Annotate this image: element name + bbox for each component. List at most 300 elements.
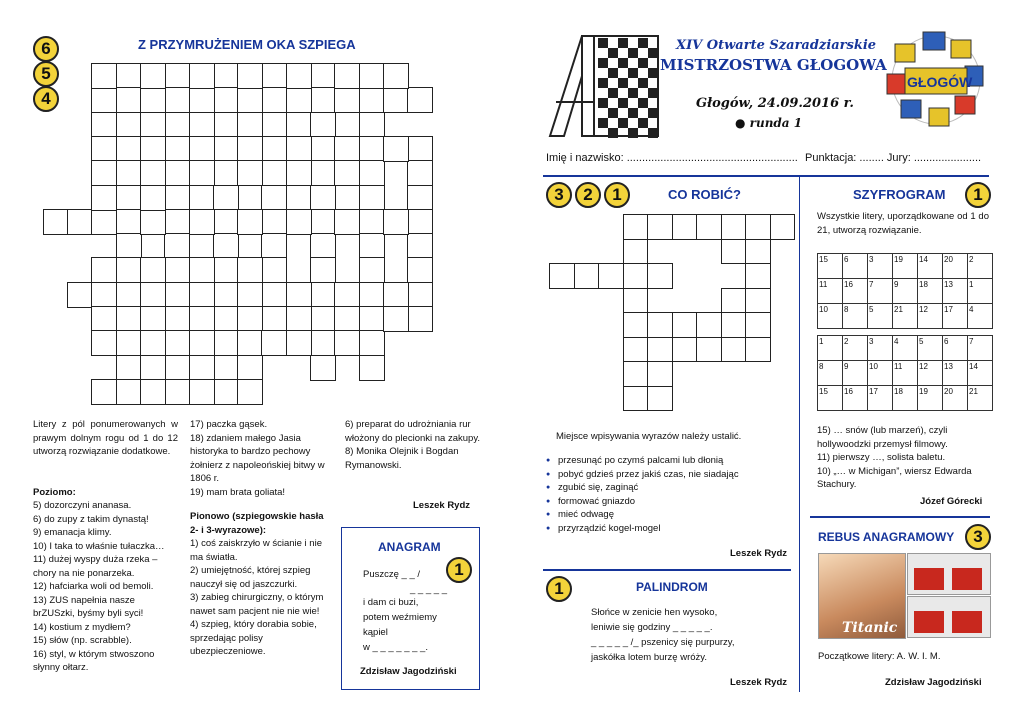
crossword-cell[interactable] bbox=[67, 282, 93, 308]
crossword-cell[interactable] bbox=[310, 233, 336, 259]
szyfrogram-cell[interactable]: 3 bbox=[868, 254, 893, 279]
crossword-cell[interactable] bbox=[261, 257, 287, 283]
clue-item: 9) emanacja klimy. bbox=[33, 527, 112, 538]
szyfrogram-badge: 1 bbox=[965, 182, 991, 208]
clue-item: 3) zabieg chirurgiczny, o którym nawet sam pacjent nie nie wie! bbox=[190, 592, 324, 617]
crossword-signature: Leszek Rydz bbox=[413, 500, 471, 511]
crossword-cell[interactable] bbox=[310, 257, 336, 283]
crossword-cell[interactable] bbox=[164, 112, 190, 138]
co-robic-cell[interactable] bbox=[696, 337, 722, 363]
co-robic-cell[interactable] bbox=[598, 263, 624, 289]
szyfrogram-cell[interactable]: 18 bbox=[918, 279, 943, 304]
crossword-cell[interactable] bbox=[359, 306, 385, 332]
crossword-cell[interactable] bbox=[116, 355, 142, 381]
szyfrogram-cell[interactable]: 10 bbox=[818, 304, 843, 329]
crossword-cell[interactable] bbox=[91, 136, 117, 162]
crossword-cell[interactable] bbox=[91, 185, 117, 211]
crossword-cell[interactable] bbox=[261, 136, 287, 162]
crossword-cell[interactable] bbox=[237, 160, 263, 186]
crossword-cell[interactable] bbox=[91, 160, 117, 186]
szyfrogram-cell[interactable]: 8 bbox=[843, 304, 868, 329]
co-robic-cell[interactable] bbox=[623, 337, 649, 363]
crossword-cell[interactable] bbox=[359, 112, 385, 138]
co-signature: Leszek Rydz bbox=[730, 548, 788, 559]
crossword-cell[interactable] bbox=[91, 257, 117, 283]
szyfrogram-cell[interactable]: 19 bbox=[918, 386, 943, 411]
co-robic-cell[interactable] bbox=[549, 263, 575, 289]
crossword-cell[interactable] bbox=[359, 330, 385, 356]
crossword-cell[interactable] bbox=[383, 209, 409, 235]
co-robic-cell[interactable] bbox=[623, 361, 649, 387]
szyfrogram-cell[interactable]: 4 bbox=[968, 304, 993, 329]
crossword-cell[interactable] bbox=[189, 209, 215, 235]
crossword-cell[interactable] bbox=[359, 160, 385, 186]
crossword-cell[interactable] bbox=[91, 209, 117, 235]
crossword-cell[interactable] bbox=[213, 87, 239, 113]
crossword-cell[interactable] bbox=[116, 160, 142, 186]
column-divider bbox=[799, 176, 800, 692]
szyfrogram-cell[interactable]: 16 bbox=[843, 279, 868, 304]
crossword-cell[interactable] bbox=[140, 306, 166, 332]
crossword-cell[interactable] bbox=[237, 282, 263, 308]
co-title: CO ROBIĆ? bbox=[668, 187, 741, 202]
crossword-cell[interactable] bbox=[310, 87, 336, 113]
crossword-cell[interactable] bbox=[407, 209, 433, 235]
crossword-cell[interactable] bbox=[164, 209, 190, 235]
szyfrogram-cell[interactable]: 2 bbox=[968, 254, 993, 279]
crossword-cell[interactable] bbox=[91, 87, 117, 113]
crossword-cell[interactable] bbox=[310, 209, 336, 235]
co-robic-cell[interactable] bbox=[672, 312, 698, 338]
crossword-cell[interactable] bbox=[334, 160, 360, 186]
crossword-cell[interactable] bbox=[189, 136, 215, 162]
crossword-cell[interactable] bbox=[164, 355, 190, 381]
clue-item: 15) … snów (lub marzeń), czyli hollywoodzki przemysł filmowy. bbox=[817, 425, 948, 450]
szyfrogram-cell[interactable]: 12 bbox=[918, 304, 943, 329]
crossword-cell[interactable] bbox=[407, 87, 433, 113]
crossword-cell[interactable] bbox=[237, 330, 263, 356]
crossword-cell[interactable] bbox=[286, 160, 312, 186]
co-robic-cell[interactable] bbox=[623, 239, 649, 265]
palindrom-line-3: _ _ _ _ _ /_ pszenicy się purpurzy, bbox=[591, 637, 735, 648]
szyfrogram-cell[interactable]: 12 bbox=[918, 361, 943, 386]
anagram-title: ANAGRAM bbox=[378, 540, 441, 554]
crossword-cell[interactable] bbox=[407, 233, 433, 259]
clue-item: 16) styl, w którym stwoszono słynny ołtarz. bbox=[33, 648, 155, 673]
event-date: Głogów, 24.09.2016 r. bbox=[696, 96, 854, 111]
crossword-cell[interactable] bbox=[116, 257, 142, 283]
anagram-line-6: w _ _ _ _ _ _ _. bbox=[363, 642, 428, 653]
szyfrogram-cell[interactable]: 17 bbox=[868, 386, 893, 411]
palindrom-signature: Leszek Rydz bbox=[730, 677, 788, 688]
crossword-cell[interactable] bbox=[359, 63, 385, 89]
header-rule bbox=[543, 175, 989, 177]
crossword-cell[interactable] bbox=[164, 379, 190, 405]
co-robic-cell[interactable] bbox=[623, 288, 649, 314]
rebus-image-firestation-1 bbox=[907, 553, 991, 595]
crossword-cell[interactable] bbox=[67, 209, 93, 235]
co-robic-cell[interactable] bbox=[623, 263, 649, 289]
crossword-cell[interactable] bbox=[140, 136, 166, 162]
crossword-cell[interactable] bbox=[140, 355, 166, 381]
co-badge-1: 1 bbox=[604, 182, 630, 208]
clue-item: ● przesunąć po czymś palcami lub dłonią bbox=[546, 454, 786, 468]
szyfrogram-cell[interactable]: 6 bbox=[843, 254, 868, 279]
szyfrogram-cell[interactable]: 19 bbox=[893, 254, 918, 279]
crossword-cell[interactable] bbox=[286, 87, 312, 113]
crossword-cell[interactable] bbox=[164, 282, 190, 308]
crossword-cell[interactable] bbox=[334, 87, 360, 113]
crossword-cell[interactable] bbox=[407, 306, 433, 332]
crossword-cell[interactable] bbox=[261, 87, 287, 113]
crossword-cell[interactable] bbox=[116, 233, 142, 259]
szyfrogram-cell[interactable]: 21 bbox=[893, 304, 918, 329]
crossword-cell[interactable] bbox=[334, 330, 360, 356]
co-robic-cell[interactable] bbox=[574, 263, 600, 289]
anagram-line-4: potem weźmiemy bbox=[363, 612, 437, 623]
crossword-cell[interactable] bbox=[407, 185, 433, 211]
crossword-cell[interactable] bbox=[140, 257, 166, 283]
crossword-cell[interactable] bbox=[286, 282, 312, 308]
clue-item: 10) „… w Michigan”, wiersz Edwarda Stachury. bbox=[817, 465, 972, 490]
crossword-cell[interactable] bbox=[116, 306, 142, 332]
co-robic-cell[interactable] bbox=[623, 386, 649, 412]
szyfrogram-cell[interactable]: 16 bbox=[843, 386, 868, 411]
crossword-cell[interactable] bbox=[237, 379, 263, 405]
crossword-cell[interactable] bbox=[140, 379, 166, 405]
crossword-cell[interactable] bbox=[213, 355, 239, 381]
clue-item: 2) umiejętność, której szpieg nauczył się od jaszczurki. bbox=[190, 565, 311, 590]
crossword-cell[interactable] bbox=[359, 257, 385, 283]
szyfrogram-cell[interactable]: 15 bbox=[818, 386, 843, 411]
crossword-cell[interactable] bbox=[359, 209, 385, 235]
co-robic-cell[interactable] bbox=[623, 312, 649, 338]
crossword-cell[interactable] bbox=[310, 63, 336, 89]
crossword-cell[interactable] bbox=[237, 136, 263, 162]
szyfrogram-cell[interactable]: 11 bbox=[893, 361, 918, 386]
szyfrogram-cell[interactable]: 13 bbox=[943, 361, 968, 386]
szyfrogram-cell[interactable]: 7 bbox=[868, 279, 893, 304]
crossword-cell[interactable] bbox=[310, 355, 336, 381]
rebus-image-firestation-2 bbox=[907, 596, 991, 638]
crossword-cell[interactable] bbox=[407, 136, 433, 162]
crossword-cell[interactable] bbox=[91, 379, 117, 405]
crossword-cell[interactable] bbox=[407, 257, 433, 283]
clue-item: 11) pierwszy …, solista baletu. bbox=[817, 452, 946, 463]
crossword-cell[interactable] bbox=[213, 257, 239, 283]
crossword-cell[interactable] bbox=[116, 282, 142, 308]
crossword-cell[interactable] bbox=[116, 185, 142, 211]
crossword-cell[interactable] bbox=[286, 209, 312, 235]
co-robic-cell[interactable] bbox=[647, 312, 673, 338]
crossword-cell[interactable] bbox=[261, 282, 287, 308]
crossword-cell[interactable] bbox=[164, 306, 190, 332]
crossword-cell[interactable] bbox=[213, 233, 239, 259]
crossword-cell[interactable] bbox=[91, 330, 117, 356]
event-round: ● runda 1 bbox=[735, 116, 803, 130]
crossword-cell[interactable] bbox=[286, 63, 312, 89]
clue-item: 19) mam brata goliata! bbox=[190, 486, 286, 498]
crossword-cell[interactable] bbox=[189, 379, 215, 405]
crossword-cell[interactable] bbox=[213, 306, 239, 332]
crossword-cell[interactable] bbox=[164, 160, 190, 186]
crossword-cell[interactable] bbox=[286, 330, 312, 356]
crossword-cell[interactable] bbox=[310, 306, 336, 332]
szyfrogram-cell[interactable]: 6 bbox=[943, 336, 968, 361]
crossword-cell[interactable] bbox=[261, 112, 287, 138]
szyfrogram-rule bbox=[810, 516, 990, 518]
szyfrogram-cell[interactable]: 10 bbox=[868, 361, 893, 386]
crossword-cell[interactable] bbox=[140, 63, 166, 89]
co-robic-cell[interactable] bbox=[672, 214, 698, 240]
crossword-cell[interactable] bbox=[334, 306, 360, 332]
crossword-cell[interactable] bbox=[310, 185, 336, 211]
crossword-cell[interactable] bbox=[213, 63, 239, 89]
crossword-cell[interactable] bbox=[237, 87, 263, 113]
crossword-cell[interactable] bbox=[261, 185, 287, 211]
crossword-cell[interactable] bbox=[189, 160, 215, 186]
crossword-cell[interactable] bbox=[189, 282, 215, 308]
crossword-cell[interactable] bbox=[140, 160, 166, 186]
clue-item: 1) coś zaiskrzyło w ścianie i nie ma światła. bbox=[190, 538, 322, 563]
clue-item: 12) hafciarka woli od bemoli. bbox=[33, 581, 154, 592]
co-robic-cell[interactable] bbox=[721, 337, 747, 363]
clue-item: 18) zdaniem małego Jasia historyka to bardzo pechowy żołnierz z napoleońskiej bitwy w 1806 r. bbox=[190, 432, 325, 484]
crossword-cell[interactable] bbox=[43, 209, 69, 235]
anagram-line-2: _ _ _ _ _ bbox=[410, 584, 447, 595]
crossword-cell[interactable] bbox=[140, 282, 166, 308]
co-robic-cell[interactable] bbox=[745, 337, 771, 363]
poziomo-clues bbox=[33, 499, 178, 675]
crossword-cell[interactable] bbox=[261, 209, 287, 235]
crossword-cell[interactable] bbox=[383, 87, 409, 113]
clue-item: 13) ZUS napełnia nasze brZUSzki, byśmy byli syci! bbox=[33, 594, 144, 619]
crossword-cell[interactable] bbox=[164, 136, 190, 162]
co-robic-cell[interactable] bbox=[647, 386, 673, 412]
crossword-cell[interactable] bbox=[286, 306, 312, 332]
crossword-cell[interactable] bbox=[213, 112, 239, 138]
crossword-cell[interactable] bbox=[359, 136, 385, 162]
szyfrogram-cell[interactable]: 18 bbox=[893, 386, 918, 411]
co-robic-cell[interactable] bbox=[721, 214, 747, 240]
clue-item: 5) dozorczyni ananasa. bbox=[33, 500, 132, 511]
crossword-cell[interactable] bbox=[213, 209, 239, 235]
co-robic-cell[interactable] bbox=[647, 337, 673, 363]
clue-item: 15) słów (np. scrabble). bbox=[33, 635, 132, 646]
difficulty-badge-5: 5 bbox=[33, 61, 59, 87]
szyfrogram-cell[interactable]: 1 bbox=[818, 336, 843, 361]
crossword-cell[interactable] bbox=[164, 330, 190, 356]
pionowo-clues-cont bbox=[345, 418, 485, 472]
crossword-cell[interactable] bbox=[116, 63, 142, 89]
crossword-cell[interactable] bbox=[164, 233, 190, 259]
crossword-cell[interactable] bbox=[359, 87, 385, 113]
crossword-cell[interactable] bbox=[261, 306, 287, 332]
crossword-cell[interactable] bbox=[91, 63, 117, 89]
szyfrogram-cell[interactable]: 20 bbox=[943, 254, 968, 279]
crossword-cell[interactable] bbox=[261, 160, 287, 186]
crossword-cell[interactable] bbox=[237, 209, 263, 235]
poziomo-clues-cont bbox=[190, 418, 330, 499]
palindrom-line-2: leniwie się godziny _ _ _ _ _. bbox=[591, 622, 713, 633]
crossword-cell[interactable] bbox=[334, 209, 360, 235]
crossword-cell[interactable] bbox=[237, 257, 263, 283]
rebus-title: REBUS ANAGRAMOWY bbox=[818, 530, 955, 544]
crossword-cell[interactable] bbox=[334, 63, 360, 89]
szyfrogram-cell[interactable]: 14 bbox=[918, 254, 943, 279]
crossword-cell[interactable] bbox=[213, 330, 239, 356]
szyfrogram-cell[interactable]: 1 bbox=[968, 279, 993, 304]
crossword-cell[interactable] bbox=[164, 185, 190, 211]
crossword-cell[interactable] bbox=[140, 330, 166, 356]
co-robic-cell[interactable] bbox=[696, 312, 722, 338]
szyfrogram-cell[interactable]: 11 bbox=[818, 279, 843, 304]
clue-item: 17) paczka gąsek. bbox=[190, 419, 268, 430]
crossword-cell[interactable] bbox=[310, 282, 336, 308]
crossword-cell[interactable] bbox=[286, 136, 312, 162]
szyfrogram-grid-1 bbox=[817, 253, 993, 329]
co-robic-cell[interactable] bbox=[623, 214, 649, 240]
crossword-cell[interactable] bbox=[140, 185, 166, 211]
crossword-cell[interactable] bbox=[213, 282, 239, 308]
crossword-cell[interactable] bbox=[164, 87, 190, 113]
co-robic-cell[interactable] bbox=[696, 214, 722, 240]
crossword-cell[interactable] bbox=[237, 306, 263, 332]
co-robic-cell[interactable] bbox=[647, 263, 673, 289]
szyfrogram-cell[interactable]: 14 bbox=[968, 361, 993, 386]
anagram-line-3: i dam ci buzi, bbox=[363, 597, 419, 608]
crossword-cell[interactable] bbox=[310, 330, 336, 356]
szyfrogram-cell[interactable]: 21 bbox=[968, 386, 993, 411]
crossword-cell[interactable] bbox=[164, 257, 190, 283]
clue-item: ● pobyć gdzieś przez jakiś czas, nie siadając bbox=[546, 468, 786, 482]
crossword-cell[interactable] bbox=[189, 63, 215, 89]
crossword-cell[interactable] bbox=[189, 257, 215, 283]
crossword-cell[interactable] bbox=[383, 63, 409, 89]
palindrom-line-1: Słońce w zenicie hen wysoko, bbox=[591, 607, 718, 618]
co-robic-cell[interactable] bbox=[647, 361, 673, 387]
co-robic-cell[interactable] bbox=[745, 288, 771, 314]
co-robic-cell[interactable] bbox=[745, 312, 771, 338]
crossword-cell[interactable] bbox=[116, 112, 142, 138]
name-field[interactable]: Imię i nazwisko: ........................................................ bbox=[546, 152, 798, 164]
clue-item: 14) kostium z mydłem? bbox=[33, 621, 131, 633]
szyfrogram-cell[interactable]: 13 bbox=[943, 279, 968, 304]
crossword-cell[interactable] bbox=[189, 306, 215, 332]
crossword-cell[interactable] bbox=[91, 306, 117, 332]
szyfrogram-signature: Józef Górecki bbox=[920, 496, 983, 507]
crossword-cell[interactable] bbox=[359, 355, 385, 381]
co-robic-cell[interactable] bbox=[672, 337, 698, 363]
szyfrogram-cell[interactable]: 4 bbox=[893, 336, 918, 361]
co-robic-cell[interactable] bbox=[721, 239, 747, 265]
szyfrogram-cell[interactable]: 8 bbox=[818, 361, 843, 386]
crossword-cell[interactable] bbox=[140, 87, 166, 113]
crossword-intro: Litery z pól ponumerowanych w prawym dolnym rogu od 1 do 12 utworzą rozwiązanie dodatkowe. bbox=[33, 419, 178, 457]
szyfrogram-cell[interactable]: 2 bbox=[843, 336, 868, 361]
poziomo-heading: Poziomo: bbox=[33, 487, 76, 498]
crossword-cell[interactable] bbox=[140, 209, 166, 235]
crossword-cell[interactable] bbox=[116, 330, 142, 356]
crossword-cell[interactable] bbox=[383, 282, 409, 308]
crossword-cell[interactable] bbox=[310, 160, 336, 186]
crossword-cell[interactable] bbox=[140, 112, 166, 138]
score-field[interactable]: Punktacja: ........ Jury: ...................... bbox=[805, 152, 982, 164]
crossword-cell[interactable] bbox=[213, 185, 239, 211]
crossword-cell[interactable] bbox=[116, 136, 142, 162]
crossword-cell[interactable] bbox=[189, 112, 215, 138]
crossword-cell[interactable] bbox=[189, 355, 215, 381]
szyfrogram-cell[interactable]: 9 bbox=[893, 279, 918, 304]
crossword-cell[interactable] bbox=[383, 306, 409, 332]
crossword-cell[interactable] bbox=[164, 63, 190, 89]
crossword-cell[interactable] bbox=[261, 63, 287, 89]
clue-item: 11) dużej wyspy duża rzeka – chory na nie ponarzeka. bbox=[33, 554, 158, 579]
rebus-image-caption: Titanic bbox=[842, 620, 898, 636]
co-robic-cell[interactable] bbox=[745, 239, 771, 265]
crossword-cell[interactable] bbox=[213, 136, 239, 162]
crossword-cell[interactable] bbox=[261, 330, 287, 356]
szyfrogram-cell[interactable]: 7 bbox=[968, 336, 993, 361]
crossword-cell[interactable] bbox=[91, 282, 117, 308]
crossword-cell[interactable] bbox=[91, 112, 117, 138]
co-robic-cell[interactable] bbox=[745, 214, 771, 240]
clue-item: 6) do zupy z takim dynastą! bbox=[33, 513, 149, 525]
crossword-cell[interactable] bbox=[334, 282, 360, 308]
rebus-badge: 3 bbox=[965, 524, 991, 550]
szyfrogram-cell[interactable]: 5 bbox=[918, 336, 943, 361]
crossword-cell[interactable] bbox=[310, 112, 336, 138]
szyfrogram-cell[interactable]: 5 bbox=[868, 304, 893, 329]
crossword-cell[interactable] bbox=[213, 160, 239, 186]
szyfrogram-cell[interactable]: 9 bbox=[843, 361, 868, 386]
co-robic-cell[interactable] bbox=[770, 214, 796, 240]
szyfrogram-clues bbox=[817, 424, 989, 492]
crossword-cell[interactable] bbox=[359, 185, 385, 211]
clue-item: 8) Monika Olejnik i Bogdan Rymanowski. bbox=[345, 446, 459, 471]
crossword-cell[interactable] bbox=[407, 282, 433, 308]
logo-letter-a-icon bbox=[542, 32, 662, 144]
anagram-line-5: kąpiel bbox=[363, 627, 388, 638]
rebus-caption: Początkowe litery: A. W. I. M. bbox=[818, 651, 941, 662]
szyfrogram-cell[interactable]: 20 bbox=[943, 386, 968, 411]
crossword-cell[interactable] bbox=[334, 136, 360, 162]
crossword-cell[interactable] bbox=[383, 136, 409, 162]
szyfrogram-cell[interactable]: 15 bbox=[818, 254, 843, 279]
crossword-cell[interactable] bbox=[261, 233, 287, 259]
crossword-cell[interactable] bbox=[237, 63, 263, 89]
crossword-cell[interactable] bbox=[189, 330, 215, 356]
crossword-cell[interactable] bbox=[237, 112, 263, 138]
anagram-line-1: Puszczę _ _ / bbox=[363, 569, 421, 580]
crossword-cell[interactable] bbox=[116, 209, 142, 235]
crossword-cell[interactable] bbox=[359, 233, 385, 259]
crossword-cell[interactable] bbox=[213, 379, 239, 405]
co-robic-cell[interactable] bbox=[721, 288, 747, 314]
crossword-cell[interactable] bbox=[116, 379, 142, 405]
co-robic-cell[interactable] bbox=[721, 312, 747, 338]
co-robic-cell[interactable] bbox=[647, 214, 673, 240]
szyfrogram-cell[interactable]: 17 bbox=[943, 304, 968, 329]
crossword-cell[interactable] bbox=[116, 87, 142, 113]
crossword-cell[interactable] bbox=[407, 160, 433, 186]
co-robic-cell[interactable] bbox=[745, 263, 771, 289]
crossword-cell[interactable] bbox=[237, 355, 263, 381]
crossword-cell[interactable] bbox=[189, 87, 215, 113]
crossword-cell[interactable] bbox=[359, 282, 385, 308]
szyfrogram-cell[interactable]: 3 bbox=[868, 336, 893, 361]
crossword-cell[interactable] bbox=[310, 136, 336, 162]
